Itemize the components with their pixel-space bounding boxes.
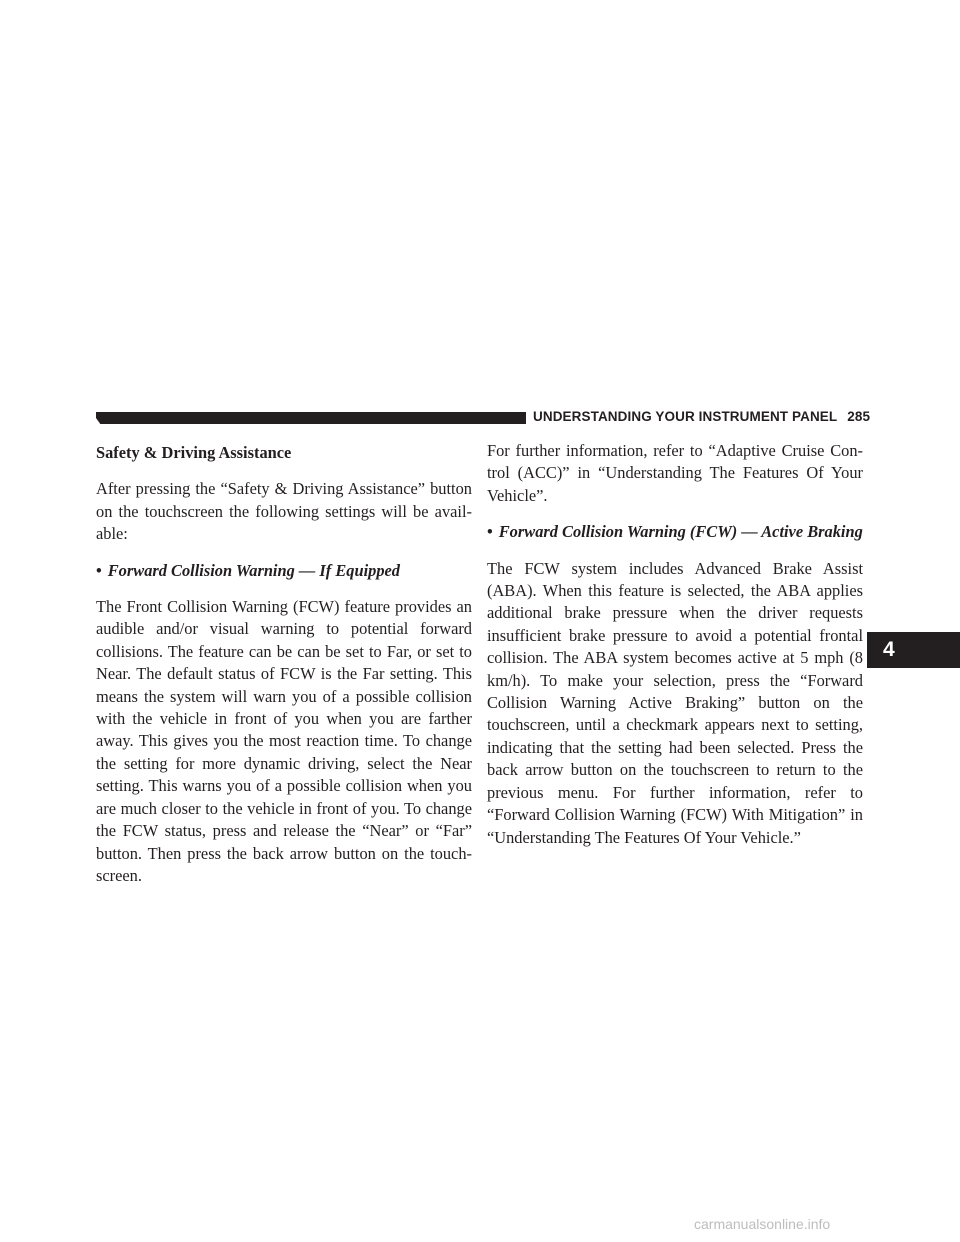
aba-paragraph: The FCW system includes Advanced Brake Assist (ABA). When this feature is selected, the ABA applies additional brake pressure when the driver requests insufficient brake pressure to avoid a potential frontal collision. The ABA system becomes active at 5 mph (8 km/h). To make your selection, press the “Forward Collision Warning Active Braking” button on the touchscreen, until a checkmark appears next to setting, indicating that the setting had been selected. Press the back arrow button on the touchscreen to return to the previous menu. For further information, refer to “Forward Collision Warning (FCW) With Mitigation” in “Understanding The Features Of Your Vehicle.”	[487, 558, 863, 847]
page-number: 285	[847, 409, 871, 424]
chapter-tab: 4	[867, 632, 960, 668]
bullet-icon: •	[96, 560, 102, 580]
header-rule	[96, 412, 526, 424]
fcw-paragraph: The Front Collision Warning (FCW) feature provides an audible and/or visual warning to potential forward collisions. The feature can be can be set to Far, or set to Near. The default status of FCW is the Far setting. This means the system will warn you of a possible collision with the vehicle in front of you when you are farther away. This gives you the most reaction time. To change the setting for more dynamic driving, select the Near setting. This warns you of a possible collision when you are much closer to the vehicle in front of you. To change the FCW status, press and release the “Near” or “Far” button. Then press the back arrow button on the touchscreen.	[96, 597, 472, 885]
bullet-text: Forward Collision Warning — If Equipped	[107, 560, 400, 580]
section-title: UNDERSTANDING YOUR INSTRUMENT PANEL	[533, 409, 838, 424]
bullet-heading-fcw	[96, 560, 472, 582]
bullet-heading-active-braking	[487, 521, 863, 543]
section-heading: Safety & Driving Assistance	[96, 443, 292, 462]
continued-paragraph: For further information, refer to “Adaptive Cruise Control (ACC)” in “Understanding The Features Of Your Vehicle”.	[487, 441, 863, 505]
left-column	[96, 440, 472, 901]
watermark: carmanualsonline.info	[694, 1216, 831, 1232]
intro-paragraph: After pressing the “Safety & Driving Assistance” button on the touchscreen the following settings will be available:	[96, 479, 472, 544]
running-header	[533, 405, 871, 429]
bullet-icon: •	[487, 522, 493, 542]
right-column	[487, 440, 863, 863]
bullet-text: Forward Collision Warning (FCW) — Active Braking	[498, 522, 863, 542]
